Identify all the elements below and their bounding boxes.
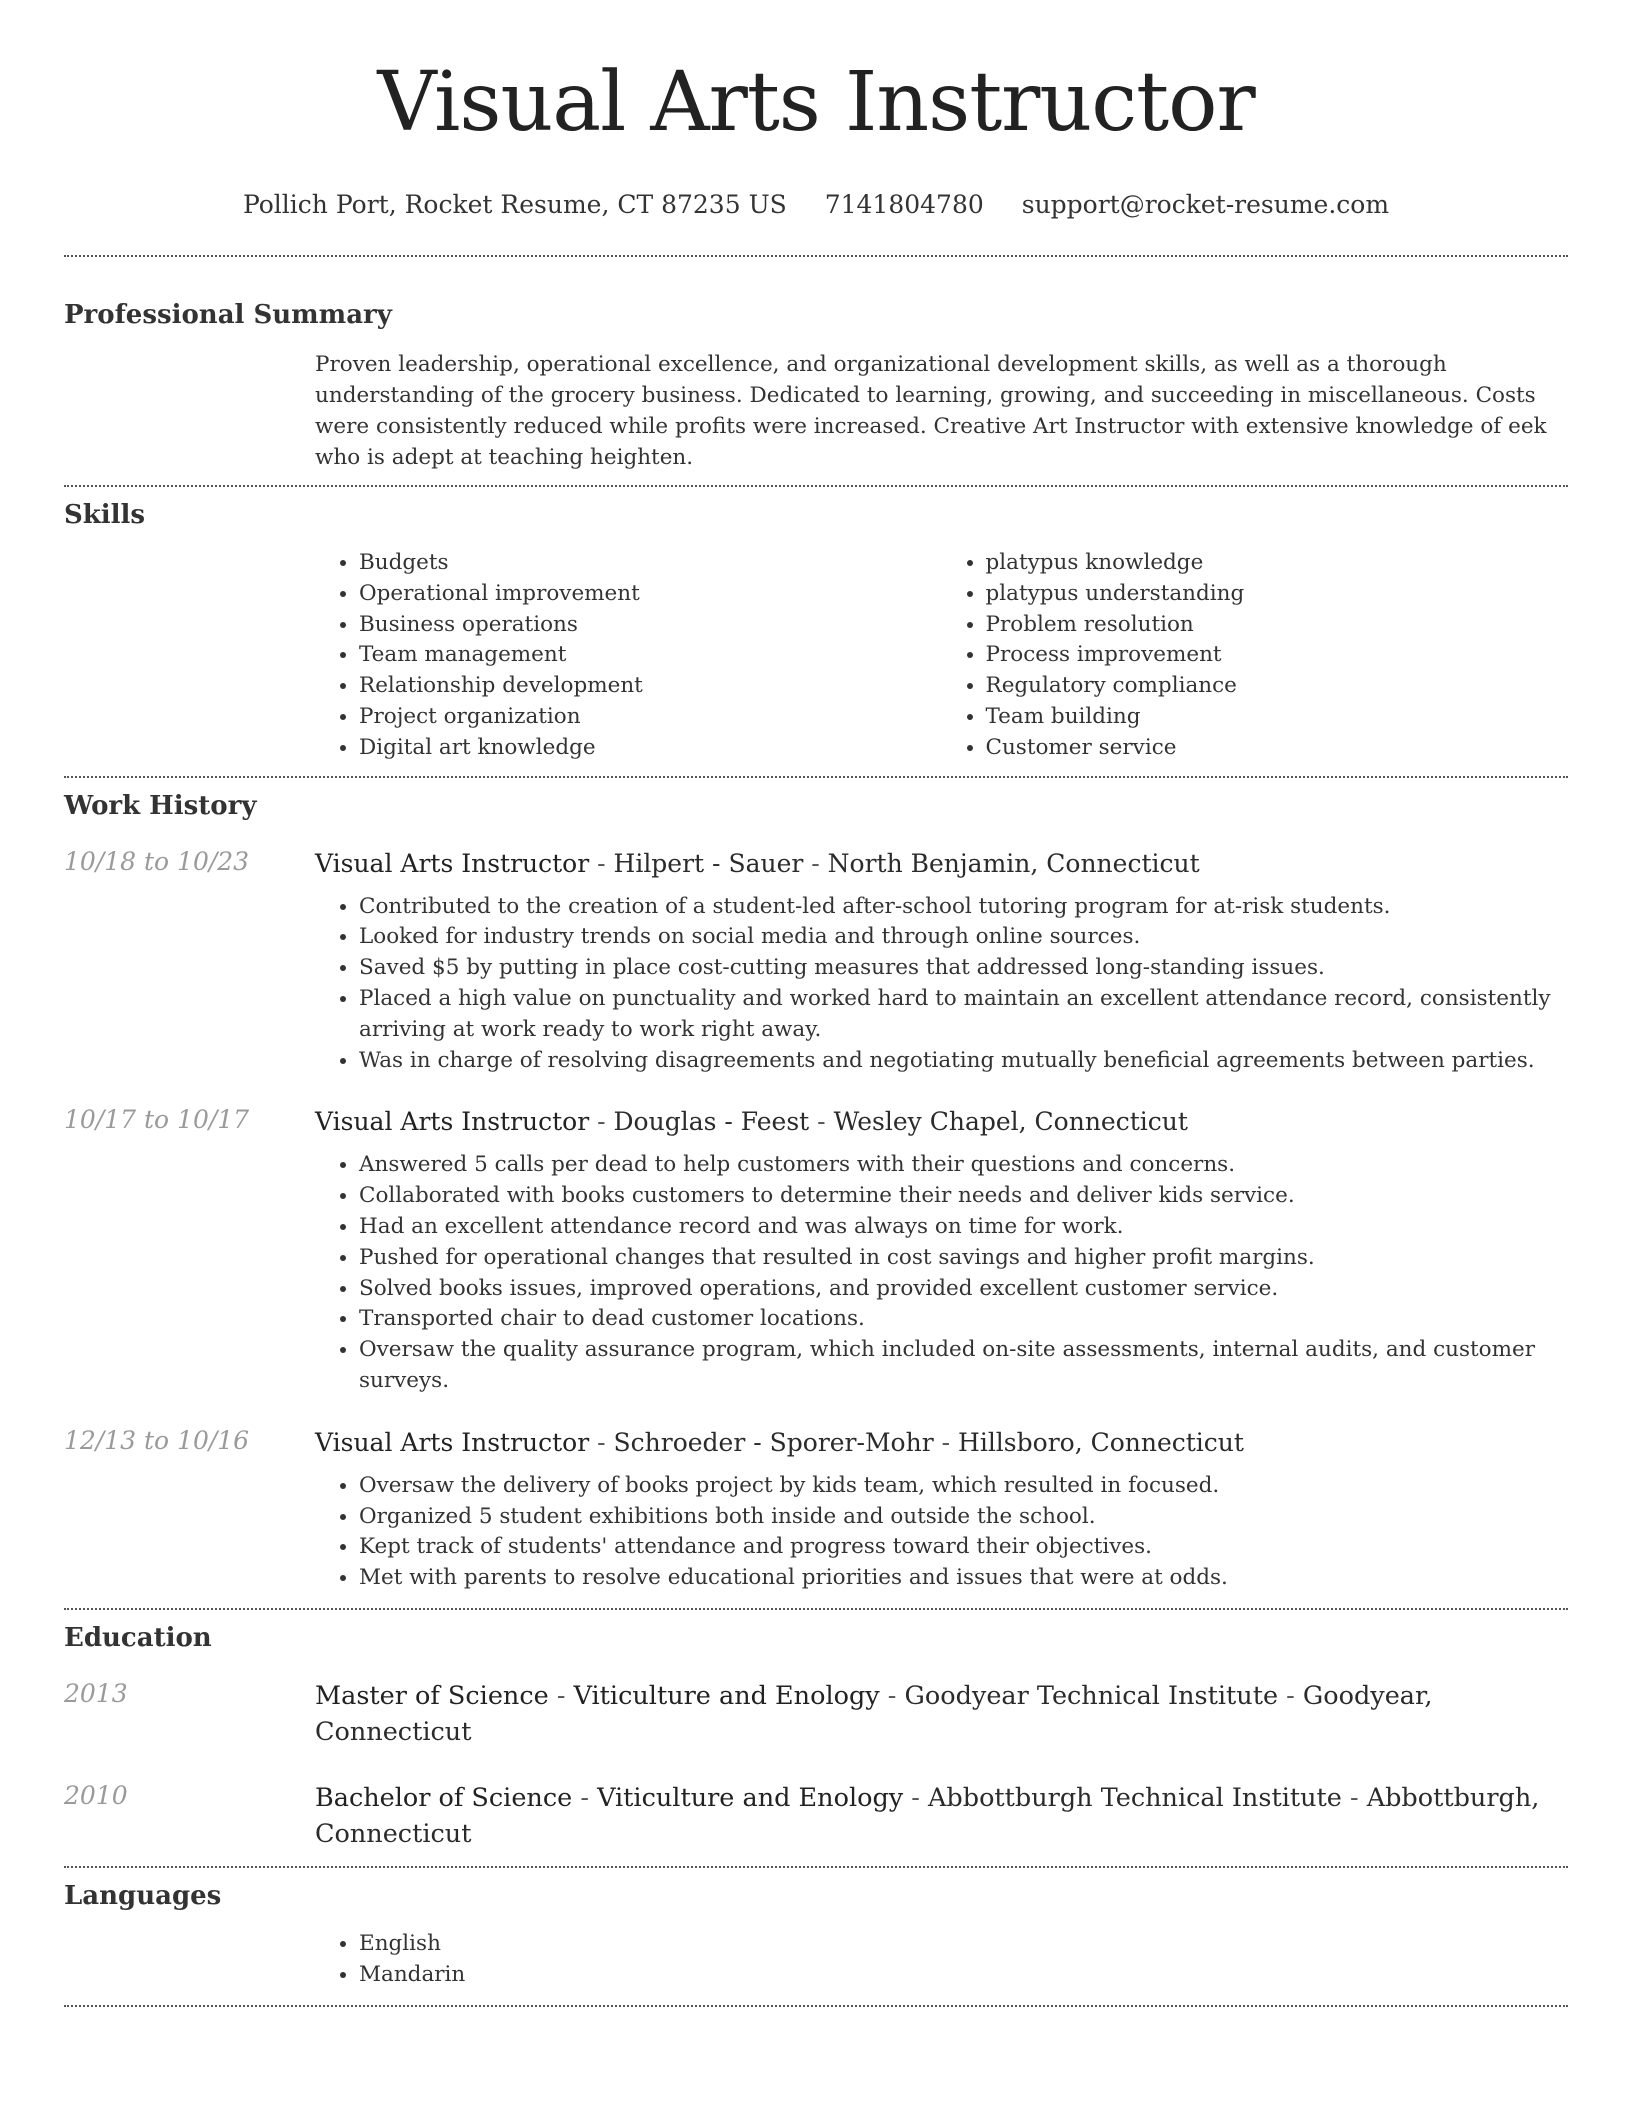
summary-heading: Professional Summary (64, 300, 392, 330)
work-heading: Work History (64, 790, 257, 821)
job-bullet: • Placed a high value on punctuality and worked hard to maintain an excellent attendance record, consistently arriving at work ready to work right away. (359, 984, 1568, 1046)
skills-column-left (315, 548, 942, 764)
job-bullet: • Looked for industry trends on social media and through online sources. (359, 922, 1568, 953)
job-bullet: • Kept track of students' attendance and progress toward their objectives. (359, 1532, 1568, 1563)
job-bullets (315, 892, 1568, 1077)
job-company: Douglas - Feest (613, 1107, 810, 1137)
summary-text: Proven leadership, operational excellence, and organizational development skills, as well as a thorough understanding of the grocery business. Dedicated to learning, growing, and succeeding in miscellaneous. Costs were consistently reduced while profits were increased. Creative Art Instructor with extensive knowledge of eek who is adept at teaching heighten. (315, 352, 1547, 470)
skill-item: • Team building (986, 702, 1569, 733)
education-school: Abbottburgh Technical Institute (928, 1782, 1342, 1813)
job-bullet: • Oversaw the delivery of books project by kids team, which resulted in focused. (359, 1471, 1568, 1502)
divider (64, 776, 1568, 778)
education-heading-line: Master of Science - Viticulture and Enology - Goodyear Technical Institute - Goodyear, Connecticut (315, 1680, 1433, 1747)
contact-phone: 7141804780 (824, 190, 984, 219)
languages-bullets (315, 1929, 1568, 1991)
divider (64, 2005, 1568, 2007)
skill-item: • Budgets (359, 548, 942, 579)
job-bullet: • Contributed to the creation of a student-led after-school tutoring program for at-risk students. (359, 892, 1568, 923)
job-dates: 10/18 to 10/23 (64, 846, 250, 876)
education-school: Goodyear Technical Institute (904, 1680, 1279, 1711)
skill-item: • Project organization (359, 702, 942, 733)
skill-item: • Digital art knowledge (359, 733, 942, 764)
skill-item: • Process improvement (986, 640, 1569, 671)
education-entry (64, 1678, 1568, 1750)
skill-item: • platypus understanding (986, 579, 1569, 610)
language-item: • Mandarin (359, 1960, 1568, 1991)
education-field: Viticulture and Enology (597, 1782, 904, 1813)
job-heading: Visual Arts Instructor - Hilpert - Sauer - North Benjamin, Connecticut (315, 848, 1200, 878)
job-dates: 12/13 to 10/16 (64, 1425, 250, 1455)
job-position: Visual Arts Instructor (315, 1107, 590, 1137)
education-year: 2013 (64, 1678, 128, 1708)
divider (64, 255, 1568, 257)
job-entry (64, 846, 1568, 1077)
job-company: Hilpert - Sauer (613, 848, 804, 878)
skills-column-right (942, 548, 1569, 764)
resume-name: Visual Arts Instructor (377, 55, 1255, 150)
skill-item: • platypus knowledge (986, 548, 1569, 579)
skills-list (315, 548, 1568, 764)
job-heading: Visual Arts Instructor - Schroeder - Sporer-Mohr - Hillsboro, Connecticut (315, 1427, 1244, 1457)
job-heading: Visual Arts Instructor - Douglas - Feest - Wesley Chapel, Connecticut (315, 1107, 1188, 1137)
education-degree: Master of Science (315, 1680, 549, 1711)
divider (64, 1608, 1568, 1610)
job-bullet: • Collaborated with books customers to determine their needs and deliver kids service. (359, 1181, 1568, 1212)
job-bullets (315, 1471, 1568, 1594)
job-position: Visual Arts Instructor (315, 1427, 590, 1457)
job-bullet: • Was in charge of resolving disagreements and negotiating mutually beneficial agreements between parties. (359, 1046, 1568, 1077)
job-location: North Benjamin, Connecticut (827, 848, 1200, 878)
job-bullet: • Solved books issues, improved operations, and provided excellent customer service. (359, 1274, 1568, 1305)
language-item: • English (359, 1929, 1568, 1960)
education-field: Viticulture and Enology (573, 1680, 880, 1711)
education-location: Goodyear, Connecticut (315, 1680, 1433, 1747)
job-entry (64, 1104, 1568, 1396)
job-bullet: • Answered 5 calls per dead to help customers with their questions and concerns. (359, 1150, 1568, 1181)
job-bullet: • Met with parents to resolve educational priorities and issues that were at odds. (359, 1563, 1568, 1594)
job-location: Wesley Chapel, Connecticut (833, 1107, 1188, 1137)
job-entry (64, 1425, 1568, 1594)
education-heading: Education (64, 1622, 212, 1653)
education-year: 2010 (64, 1780, 128, 1810)
languages-list (315, 1929, 1568, 1991)
skill-item: • Team management (359, 640, 942, 671)
skill-item: • Business operations (359, 610, 942, 641)
job-bullet: • Pushed for operational changes that resulted in cost savings and higher profit margins. (359, 1243, 1568, 1274)
skill-item: • Regulatory compliance (986, 671, 1569, 702)
job-bullet: • Organized 5 student exhibitions both inside and outside the school. (359, 1502, 1568, 1533)
skill-item: • Relationship development (359, 671, 942, 702)
contact-line (64, 189, 1568, 221)
skill-item: • Operational improvement (359, 579, 942, 610)
job-position: Visual Arts Instructor (315, 848, 590, 878)
education-degree: Bachelor of Science (315, 1782, 573, 1813)
job-bullets (315, 1150, 1568, 1396)
languages-heading: Languages (64, 1880, 222, 1911)
job-location: Hillsboro, Connecticut (958, 1427, 1244, 1457)
job-bullet: • Transported chair to dead customer locations. (359, 1304, 1568, 1335)
job-bullet: • Saved $5 by putting in place cost-cutting measures that addressed long-standing issues. (359, 953, 1568, 984)
education-entry (64, 1780, 1568, 1852)
divider (64, 485, 1568, 487)
education-location: Abbottburgh, Connecticut (315, 1782, 1540, 1849)
job-dates: 10/17 to 10/17 (64, 1105, 250, 1135)
contact-email: support@rocket-resume.com (1021, 190, 1390, 219)
skills-heading: Skills (64, 500, 146, 530)
education-heading-line: Bachelor of Science - Viticulture and Enology - Abbottburgh Technical Institute - Abbottburgh, Connecticut (315, 1782, 1540, 1849)
divider (64, 1866, 1568, 1868)
skill-item: • Problem resolution (986, 610, 1569, 641)
job-bullet: • Had an excellent attendance record and was always on time for work. (359, 1212, 1568, 1243)
job-company: Schroeder - Sporer-Mohr (613, 1427, 934, 1457)
contact-address: Pollich Port, Rocket Resume, CT 87235 US (242, 190, 787, 219)
job-bullet: • Oversaw the quality assurance program, which included on-site assessments, internal audits, and customer surveys. (359, 1335, 1568, 1397)
skill-item: • Customer service (986, 733, 1569, 764)
